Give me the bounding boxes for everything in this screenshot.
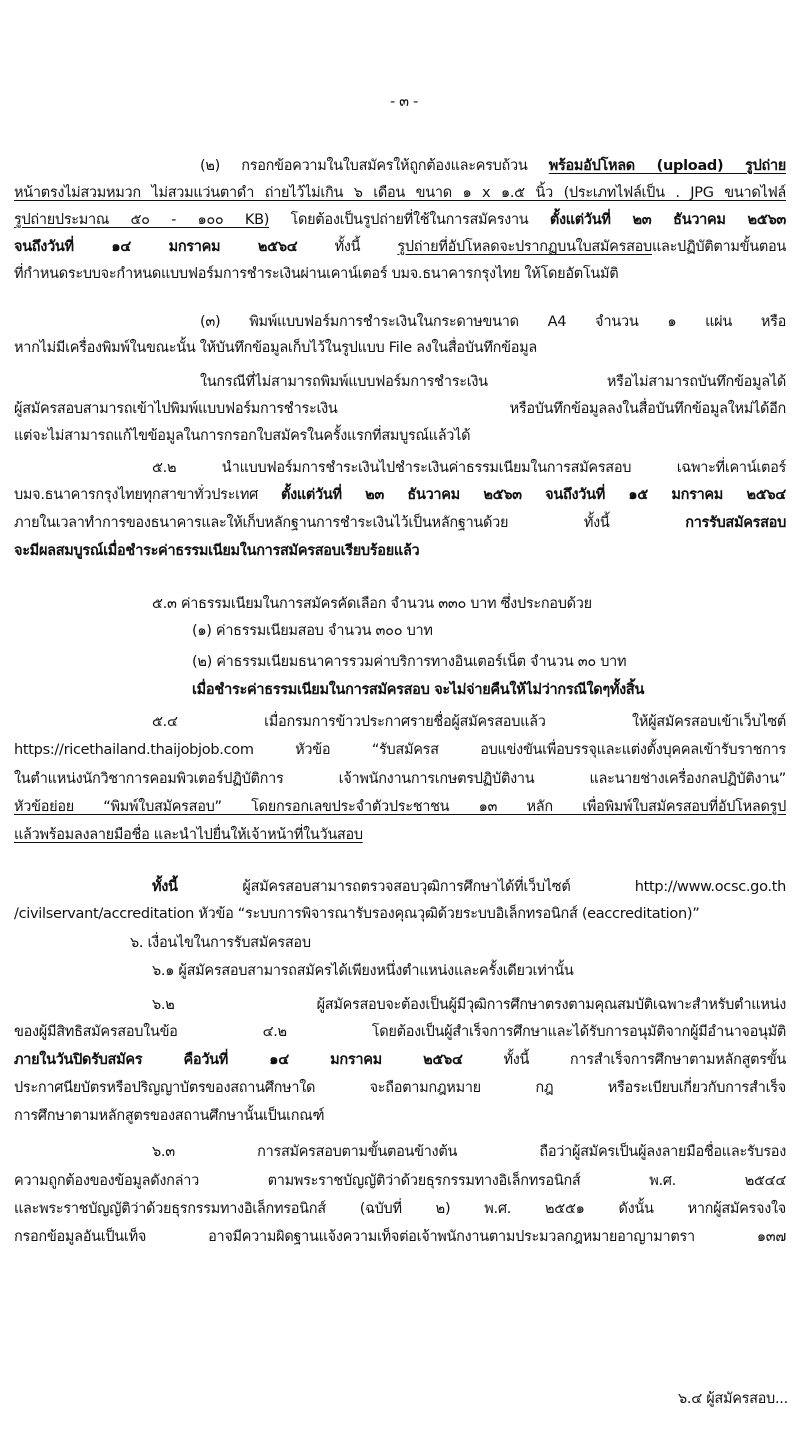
section-5-2-line-4: จะมีผลสมบูรณ์เมื่อชำระค่าธรรมเนียมในการสมัครสอบเรียบร้อยแล้ว: [14, 543, 420, 559]
text: ทั้งนี้: [152, 879, 243, 895]
section-5-2-line-1: ๕.๒ นำแบบฟอร์มการชำระเงินไปชำระเงินค่าธรรมเนียมในการสมัครสอบ เฉพาะที่เคาน์เตอร์: [152, 460, 786, 476]
section-6-2-line-1: ๖.๒ ผู้สมัครสอบจะต้องเป็นผู้มีวุฒิการศึกษาตรงตามคุณสมบัติเฉพาะสำหรับตำแหน่ง: [152, 997, 786, 1013]
note-line-2: /civilservant/accreditation หัวข้อ “ระบบการพิจารณารับรองคุณวุฒิด้วยระบบอิเล็กทรอนิกส์ (eaccreditation)”: [14, 906, 700, 922]
section-6-2-line-5: การศึกษาตามหลักสูตรของสถานศึกษานั้นเป็นเกณฑ์: [14, 1108, 325, 1124]
section-6-2-line-4: ประกาศนียบัตรหรือปริญญาบัตรของสถานศึกษาใด จะถือตามกฎหมาย กฎ หรือระเบียบเกี่ยวกับการสำเร็จ: [14, 1080, 786, 1096]
section-5-4-line-2: https://ricethailand.thaijobjob.com หัวข้อ “รับสมัครส อบแข่งขันเพื่อบรรจุและแต่งตั้งบุคคลเข้ารับราชการ: [14, 742, 786, 758]
section-5-3-line-1: ๕.๓ ค่าธรรมเนียมในการสมัครคัดเลือก จำนวน ๓๓๐ บาท ซึ่งประกอบด้วย: [152, 596, 592, 612]
text: บมจ.ธนาคารกรุงไทยทุกสาขาทั่วประเทศ: [14, 487, 281, 503]
text: โดยต้องเป็นรูปถ่ายที่ใช้ในการสมัครงาน: [269, 212, 550, 228]
item-2-line-2: หน้าตรงไม่สวมหมวก ไม่สวมแว่นตาดำ ถ่ายไว้ไม่เกิน ๖ เดือน ขนาด ๑ x ๑.๕ นิ้ว (ประเภทไฟล์เป็น . JPG ขนาดไฟล์: [14, 185, 786, 201]
date-text: ตั้งแต่วันที่ ๒๓ ธันวาคม ๒๕๖๓: [549, 212, 786, 228]
section-6-1: ๖.๑ ผู้สมัครสอบสามารถสมัครได้เพียงหนึ่งตำแหน่งและครั้งเดียวเท่านั้น: [152, 963, 574, 979]
item-2-line-1: [200, 156, 786, 176]
text: และปฏิบัติตามขั้นตอน: [651, 239, 786, 255]
section-5-3-line-2: (๑) ค่าธรรมเนียมสอบ จำนวน ๓๐๐ บาท: [192, 623, 433, 639]
section-6-3-line-1: ๖.๓ การสมัครสอบตามขั้นตอนข้างต้น ถือว่าผู้สมัครเป็นผู้ลงลายมือชื่อและรับรอง: [152, 1144, 786, 1160]
text: ทั้งนี้: [297, 239, 398, 255]
section-5-2-line-3: [14, 513, 786, 533]
section-5-4-line-3: ในตำแหน่งนักวิชาการคอมพิวเตอร์ปฏิบัติการ เจ้าพนักงานการเกษตรปฏิบัติงาน และนายช่างเครื่องกลปฏิบัติงาน”: [14, 771, 786, 787]
page-number: - ๓ -: [389, 94, 419, 110]
section-6-title: ๖. เงื่อนไขในการรับสมัครสอบ: [130, 935, 311, 951]
upload-photo-text: พร้อมอัปโหลด (upload) รูปถ่าย: [548, 158, 786, 174]
date-text: จนถึงวันที่ ๑๔ มกราคม ๒๕๖๔: [14, 239, 298, 255]
note-line-1: [152, 877, 786, 897]
item-2-line-4: [14, 237, 786, 257]
section-5-4-line-5: แล้วพร้อมลงลายมือชื่อ และนำไปยื่นให้เจ้าหน้าที่ในวันสอบ: [14, 827, 363, 843]
item-3-line-4: ผู้สมัครสอบสามารถเข้าไปพิมพ์แบบฟอร์มการชำระเงิน หรือบันทึกข้อมูลลงในสื่อบันทึกข้อมูลใหม่ได้อีก: [14, 401, 786, 417]
section-5-3-line-4: เมื่อชำระค่าธรรมเนียมในการสมัครสอบ จะไม่จ่ายคืนให้ไม่ว่ากรณีใดๆทั้งสิ้น: [192, 682, 645, 698]
item-3-line-3: ในกรณีที่ไม่สามารถพิมพ์แบบฟอร์มการชำระเงิน หรือไม่สามารถบันทึกข้อมูลได้: [200, 374, 786, 390]
section-6-2-line-2: ของผู้มีสิทธิสมัครสอบในข้อ ๔.๒ โดยต้องเป็นผู้สำเร็จการศึกษาและได้รับการอนุมัติจากผู้มีอำนาจอนุมัติ: [14, 1024, 786, 1040]
text: ทั้งนี้ การสำเร็จการศึกษาตามหลักสูตรขั้น: [462, 1052, 786, 1068]
text: ผู้สมัครสอบสามารถตรวจสอบวุฒิการศึกษาได้ที่เว็บไซต์ http://www.ocsc.go.th: [242, 879, 786, 895]
item-2-line-3: [14, 210, 786, 230]
section-5-4-line-1: ๕.๔ เมื่อกรมการข้าวประกาศรายชื่อผู้สมัครสอบแล้ว ให้ผู้สมัครสอบเข้าเว็บไซต์: [152, 714, 786, 730]
section-5-4-line-4: หัวข้อย่อย “พิมพ์ใบสมัครสอบ” โดยกรอกเลขประจำตัวประชาชน ๑๓ หลัก เพื่อพิมพ์ใบสมัครสอบที่อัปโหลดรูป: [14, 799, 786, 815]
text: รูปถ่ายประมาณ ๕๐ - ๑๐๐ KB): [14, 212, 270, 228]
item-3-line-1: (๓) พิมพ์แบบฟอร์มการชำระเงินในกระดาษขนาด A4 จำนวน ๑ แผ่น หรือ: [200, 314, 786, 330]
item-2-line-5: ที่กำหนดระบบจะกำหนดแบบฟอร์มการชำระเงินผ่านเคาน์เตอร์ บมจ.ธนาคารกรุงไทย ให้โดยอัตโนมัติ: [14, 266, 619, 282]
text: รูปถ่ายที่อัปโหลดจะปรากฏบนใบสมัครสอบ: [397, 239, 652, 255]
section-6-3-line-2: ความถูกต้องของข้อมูลดังกล่าว ตามพระราชบัญญัติว่าด้วยธุรกรรมทางอิเล็กทรอนิกส์ พ.ศ. ๒๕๔๔: [14, 1173, 786, 1189]
text: การรับสมัครสอบ: [685, 515, 786, 531]
section-6-2-line-3: [14, 1050, 786, 1070]
continuation-marker: ๖.๔ ผู้สมัครสอบ...: [678, 1391, 788, 1407]
section-5-3-line-3: (๒) ค่าธรรมเนียมธนาคารรวมค่าบริการทางอินเตอร์เน็ต จำนวน ๓๐ บาท: [192, 654, 627, 670]
deadline-text: ภายในวันปิดรับสมัคร คือวันที่ ๑๔ มกราคม ๒๕๖๔: [14, 1052, 463, 1068]
date-text: ตั้งแต่วันที่ ๒๓ ธันวาคม ๒๕๖๓ จนถึงวันที่ ๑๕ มกราคม ๒๕๖๔: [280, 487, 786, 503]
section-6-3-line-4: กรอกข้อมูลอันเป็นเท็จ อาจมีความผิดฐานแจ้งความเท็จต่อเจ้าพนักงานตามประมวลกฎหมายอาญามาตรา ๑๓๗: [14, 1229, 786, 1245]
item-3-line-5: แต่จะไม่สามารถแก้ไขข้อมูลในการกรอกใบสมัครในครั้งแรกที่สมบูรณ์แล้วได้: [14, 428, 471, 444]
text: (๒) กรอกข้อความในใบสมัครให้ถูกต้องและครบถ้วน: [200, 158, 549, 174]
section-5-2-line-2: [14, 485, 786, 505]
section-6-3-line-3: และพระราชบัญญัติว่าด้วยธุรกรรมทางอิเล็กทรอนิกส์ (ฉบับที่ ๒) พ.ศ. ๒๕๕๑ ดังนั้น หากผู้สมัครจงใจ: [14, 1201, 786, 1217]
text: ภายในเวลาทำการของธนาคารและให้เก็บหลักฐานการชำระเงินไว้เป็นหลักฐานด้วย ทั้งนี้: [14, 515, 686, 531]
item-3-line-2: หากไม่มีเครื่องพิมพ์ในขณะนั้น ให้บันทึกข้อมูลเก็บไว้ในรูปแบบ File ลงในสื่อบันทึกข้อมูล: [14, 340, 537, 356]
